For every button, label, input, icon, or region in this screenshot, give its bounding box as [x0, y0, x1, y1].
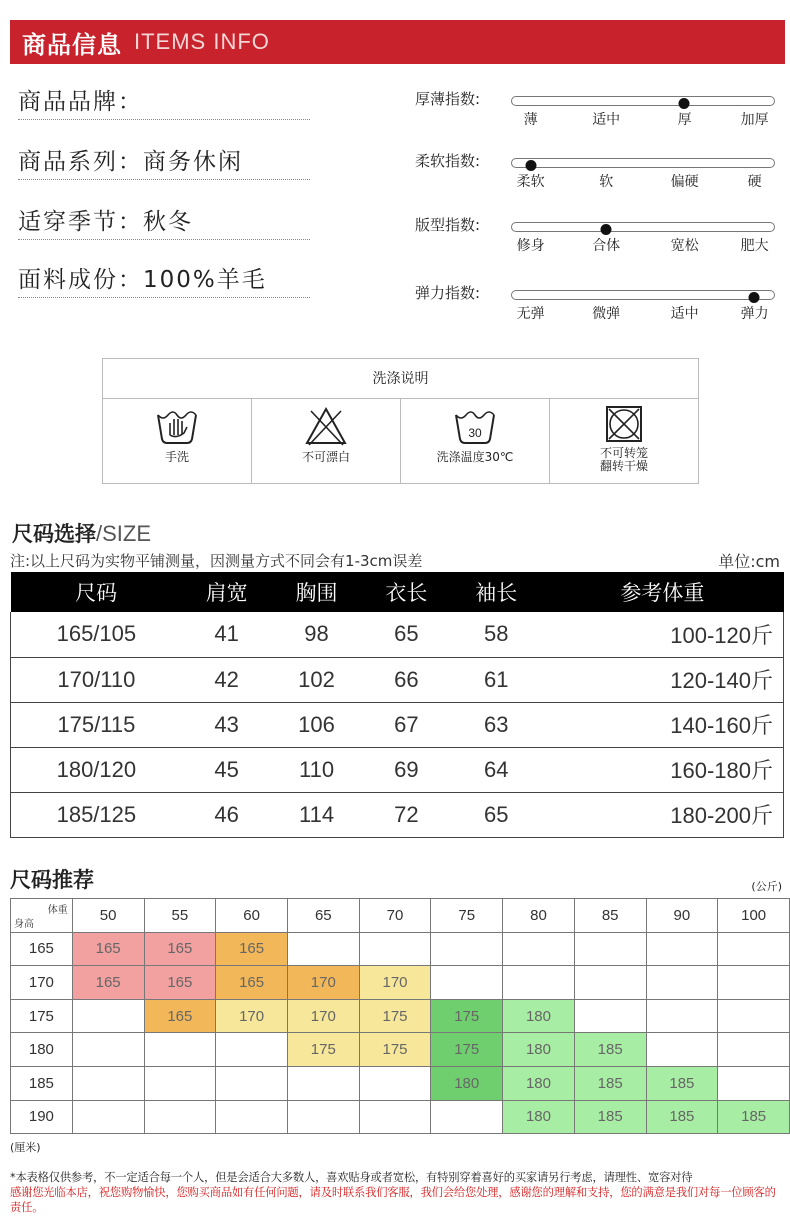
index-option: 硬	[747, 174, 762, 190]
index-option: 适中	[592, 112, 621, 128]
recommend-cell	[431, 932, 503, 966]
footer-note	[10, 1170, 785, 1215]
size-row	[11, 702, 784, 747]
recommend-cell	[144, 1033, 216, 1067]
recommend-cell: 165	[72, 966, 144, 1000]
recommend-cell	[359, 1066, 431, 1100]
recommend-cell: 170	[216, 999, 288, 1033]
corner-height-label: 身高	[14, 918, 34, 930]
recommend-cell: 170	[287, 966, 359, 1000]
size-cell: 63	[451, 702, 541, 747]
info-label: 适穿季节：	[18, 209, 143, 235]
recommend-cell	[216, 1033, 288, 1067]
size-cell: 165/105	[11, 612, 182, 657]
wash-instructions	[102, 358, 699, 484]
wash-caption-line2: 翻转干燥	[599, 459, 648, 473]
no-bleach-icon	[303, 405, 349, 447]
size-cell: 114	[272, 792, 362, 837]
recommend-cell	[718, 1066, 790, 1100]
index-option: 肥大	[740, 238, 769, 254]
size-table-header	[11, 572, 784, 612]
info-row-fabric	[18, 258, 310, 298]
recommend-cell	[574, 999, 646, 1033]
recommend-cell: 165	[216, 932, 288, 966]
recommend-cell	[574, 966, 646, 1000]
height-header: 170	[11, 966, 73, 1000]
weight-header: 85	[574, 899, 646, 933]
index-track	[511, 158, 775, 168]
recommend-cell	[216, 1100, 288, 1134]
recommend-cell	[72, 1033, 144, 1067]
index-option: 软	[599, 174, 614, 190]
wash-temperature-value: 30	[468, 426, 482, 440]
size-table	[10, 572, 784, 838]
index-option: 柔软	[516, 174, 545, 190]
recommend-cell	[646, 966, 718, 1000]
recommend-cell: 170	[359, 966, 431, 1000]
index-softness	[415, 150, 785, 200]
banner-title-en: ITEMS INFO	[134, 29, 270, 54]
hand-wash-icon	[154, 405, 200, 447]
size-cell: 98	[272, 612, 362, 657]
height-header: 190	[11, 1100, 73, 1134]
weight-header: 55	[144, 899, 216, 933]
height-header: 185	[11, 1066, 73, 1100]
recommend-cell: 180	[503, 999, 575, 1033]
recommend-cell: 175	[287, 1033, 359, 1067]
recommend-cell	[574, 932, 646, 966]
recommend-cell: 170	[287, 999, 359, 1033]
wash-title: 洗涤说明	[103, 359, 698, 399]
size-row	[11, 612, 784, 657]
size-cell: 64	[451, 747, 541, 792]
weight-header: 80	[503, 899, 575, 933]
recommend-cell	[646, 999, 718, 1033]
info-row-series	[18, 140, 310, 180]
size-cell: 160-180斤	[541, 747, 783, 792]
weight-header: 60	[216, 899, 288, 933]
index-marker	[748, 292, 759, 303]
size-cell: 45	[182, 747, 272, 792]
recommend-cell: 165	[144, 932, 216, 966]
recommend-cell: 175	[359, 999, 431, 1033]
weight-header: 100	[718, 899, 790, 933]
recommend-cell	[359, 1100, 431, 1134]
recommend-cell: 185	[574, 1033, 646, 1067]
index-option: 厚	[677, 112, 692, 128]
size-cell: 175/115	[11, 702, 182, 747]
items-info-banner	[10, 20, 785, 64]
wash-temperature-icon	[452, 405, 498, 447]
index-options	[511, 171, 790, 191]
wash-caption: 手洗	[164, 450, 189, 464]
size-cell: 42	[182, 657, 272, 702]
index-track	[511, 290, 775, 300]
recommend-cell: 165	[144, 966, 216, 1000]
recommend-cell	[646, 1033, 718, 1067]
recommend-cell	[503, 966, 575, 1000]
weight-header: 65	[287, 899, 359, 933]
recommend-row	[11, 932, 790, 966]
recommend-cell	[359, 932, 431, 966]
size-cell: 67	[361, 702, 451, 747]
index-elasticity	[415, 282, 785, 332]
recommend-cell	[431, 1100, 503, 1134]
wash-item-no-tumble-dry	[550, 399, 698, 483]
size-row	[11, 747, 784, 792]
size-header-cell: 参考体重	[541, 572, 783, 612]
recommend-cell	[72, 999, 144, 1033]
recommend-cell	[646, 932, 718, 966]
info-value: 100%羊毛	[143, 267, 267, 293]
index-options	[511, 303, 790, 323]
index-marker	[526, 160, 537, 171]
recommend-cell	[718, 932, 790, 966]
weight-header: 75	[431, 899, 503, 933]
size-cell: 46	[182, 792, 272, 837]
size-header-cell: 肩宽	[182, 572, 272, 612]
wash-caption-line1: 不可转笼	[599, 446, 648, 460]
recommend-title: 尺码推荐	[10, 868, 94, 892]
recommend-cell: 180	[503, 1033, 575, 1067]
recommend-cell	[503, 932, 575, 966]
index-option: 薄	[523, 112, 538, 128]
height-header: 165	[11, 932, 73, 966]
size-header-cell: 胸围	[272, 572, 362, 612]
recommend-cell: 175	[431, 999, 503, 1033]
size-cell: 41	[182, 612, 272, 657]
index-option: 宽松	[670, 238, 699, 254]
recommend-cell: 185	[718, 1100, 790, 1134]
index-label: 版型指数:	[415, 216, 481, 234]
recommend-cell	[718, 999, 790, 1033]
size-cell: 110	[272, 747, 362, 792]
weight-header: 70	[359, 899, 431, 933]
size-title: 尺码选择	[12, 522, 96, 546]
size-cell: 43	[182, 702, 272, 747]
recommend-cell: 185	[646, 1066, 718, 1100]
index-option: 偏硬	[670, 174, 699, 190]
recommend-cell: 165	[72, 932, 144, 966]
size-cell: 65	[451, 792, 541, 837]
size-cell: 180-200斤	[541, 792, 783, 837]
recommend-cell: 180	[503, 1066, 575, 1100]
footer-thanks: 感谢您光临本店，祝您购物愉快，您购买商品如有任何问题，请及时联系我们客服，我们会给您处理，感谢您的理解和支持，您的满意是我们对每一位顾客的责任。	[10, 1186, 776, 1214]
size-cell: 100-120斤	[541, 612, 783, 657]
index-options	[511, 109, 790, 129]
size-cell: 66	[361, 657, 451, 702]
size-cell: 170/110	[11, 657, 182, 702]
wash-item-temperature	[401, 399, 550, 483]
weight-header: 50	[72, 899, 144, 933]
size-header-cell: 尺码	[11, 572, 182, 612]
recommend-header-row	[11, 899, 790, 933]
size-cell: 102	[272, 657, 362, 702]
info-value: 商务休闲	[143, 149, 243, 175]
index-option: 微弹	[592, 306, 621, 322]
weight-unit: (公斤)	[751, 880, 782, 893]
index-label: 弹力指数:	[415, 284, 481, 302]
recommend-cell: 185	[646, 1100, 718, 1134]
info-label: 面料成份：	[18, 267, 143, 293]
recommend-cell	[287, 932, 359, 966]
recommend-cell: 165	[216, 966, 288, 1000]
index-option: 合体	[592, 238, 621, 254]
recommend-cell: 175	[359, 1033, 431, 1067]
height-header: 180	[11, 1033, 73, 1067]
recommend-cell	[718, 966, 790, 1000]
size-row	[11, 792, 784, 837]
recommend-row	[11, 999, 790, 1033]
recommend-cell: 185	[574, 1100, 646, 1134]
size-cell: 120-140斤	[541, 657, 783, 702]
corner-weight-label: 体重	[47, 905, 68, 916]
height-unit: (厘米)	[10, 1141, 41, 1154]
size-cell: 180/120	[11, 747, 182, 792]
wash-caption: 洗涤温度30℃	[436, 450, 514, 464]
recommend-cell	[287, 1100, 359, 1134]
index-fit	[415, 214, 785, 264]
recommend-cell	[216, 1066, 288, 1100]
info-row-brand	[18, 80, 310, 120]
size-note: 注:以上尺码为实物平铺测量，因测量方式不同会有1-3cm误差	[10, 552, 423, 570]
index-marker	[601, 224, 612, 235]
size-cell: 65	[361, 612, 451, 657]
index-option: 弹力	[740, 306, 769, 322]
index-label: 柔软指数:	[415, 152, 481, 170]
size-header-cell: 袖长	[451, 572, 541, 612]
size-cell: 140-160斤	[541, 702, 783, 747]
info-label: 商品品牌：	[18, 89, 143, 115]
height-header: 175	[11, 999, 73, 1033]
footer-disclaimer: *本表格仅供参考，不一定适合每一个人，但是会适合大多数人，喜欢贴身或者宽松，有特别穿着喜好的买家请另行考虑，请理性、宽容对待	[10, 1171, 693, 1184]
index-option: 适中	[670, 306, 699, 322]
recommend-cell: 180	[431, 1066, 503, 1100]
info-label: 商品系列：	[18, 149, 143, 175]
recommend-cell: 180	[503, 1100, 575, 1134]
size-cell: 69	[361, 747, 451, 792]
no-tumble-dry-icon	[604, 405, 644, 443]
weight-header: 90	[646, 899, 718, 933]
recommend-cell	[72, 1100, 144, 1134]
recommend-cell: 175	[431, 1033, 503, 1067]
recommend-cell	[144, 1100, 216, 1134]
recommend-row	[11, 1033, 790, 1067]
recommend-cell	[431, 966, 503, 1000]
size-recommend-table	[10, 898, 790, 1134]
size-row	[11, 657, 784, 702]
size-cell: 185/125	[11, 792, 182, 837]
index-label: 厚薄指数:	[415, 90, 481, 108]
recommend-cell	[144, 1066, 216, 1100]
size-title-en: /SIZE	[96, 521, 152, 546]
index-track	[511, 222, 775, 232]
info-row-season	[18, 200, 310, 240]
index-options	[511, 235, 790, 255]
recommend-row	[11, 966, 790, 1000]
size-unit: 单位:cm	[718, 552, 780, 571]
recommend-cell	[718, 1033, 790, 1067]
size-section-title	[12, 518, 151, 548]
index-option: 加厚	[740, 112, 769, 128]
recommend-corner	[11, 899, 73, 933]
info-value: 秋冬	[143, 209, 193, 235]
recommend-cell	[72, 1066, 144, 1100]
size-header-cell: 衣长	[361, 572, 451, 612]
index-track	[511, 96, 775, 106]
size-cell: 106	[272, 702, 362, 747]
recommend-cell	[287, 1066, 359, 1100]
wash-item-no-bleach	[252, 399, 401, 483]
index-marker	[679, 98, 690, 109]
index-option: 修身	[516, 238, 545, 254]
recommend-row	[11, 1100, 790, 1134]
size-cell: 58	[451, 612, 541, 657]
wash-item-hand-wash	[103, 399, 252, 483]
recommend-row	[11, 1066, 790, 1100]
index-thickness	[415, 88, 785, 138]
wash-caption: 不可漂白	[301, 450, 350, 464]
recommend-cell: 165	[144, 999, 216, 1033]
size-cell: 61	[451, 657, 541, 702]
recommend-cell: 185	[574, 1066, 646, 1100]
banner-title-zh: 商品信息	[22, 30, 122, 59]
index-option: 无弹	[516, 306, 545, 322]
size-cell: 72	[361, 792, 451, 837]
